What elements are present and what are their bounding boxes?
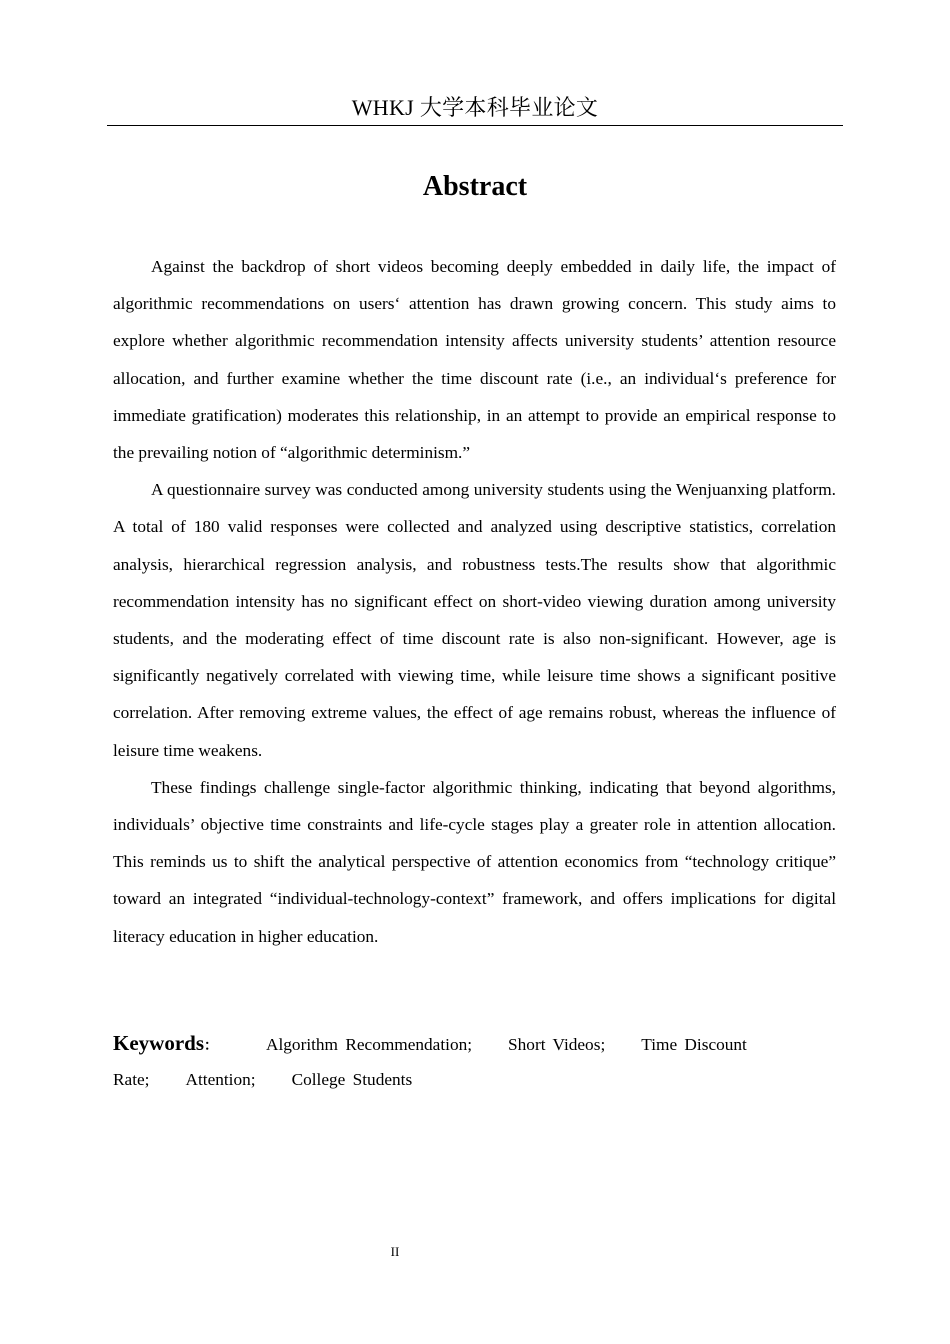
keyword-separator: ; — [144, 1070, 150, 1089]
keyword-separator: ; — [467, 1035, 473, 1054]
keyword-separator: ; — [250, 1070, 256, 1089]
keyword-item: Attention — [185, 1070, 251, 1089]
header-title: WHKJ 大学本科毕业论文 — [351, 95, 599, 120]
page-header — [107, 94, 843, 126]
keywords-section — [113, 1027, 836, 1096]
abstract-paragraph: A questionnaire survey was conducted among university students using the Wenjuanxing platform. A total of 180 valid responses were collected and analyzed using descriptive statistics, correlation analysis, hierarchical regression analysis, and robustness tests.The results show that algorithmic recommendation intensity has no significant effect on short-video viewing duration among university students, and the moderating effect of time discount rate is also non-significant. However, age is significantly negatively correlated with viewing time, while leisure time shows a significant positive correlation. After removing extreme values, the effect of age remains robust, whereas the influence of leisure time weakens. — [113, 480, 836, 760]
keyword-item: Algorithm Recommendation — [266, 1035, 468, 1054]
keyword-item: Time Discount Rate — [113, 1035, 747, 1089]
page-number: II — [390, 1244, 400, 1259]
abstract-title: Abstract — [422, 171, 528, 202]
abstract-paragraph: These findings challenge single-factor algorithmic thinking, indicating that beyond algorithms, individuals’ objective time constraints and life-cycle stages play a greater role in attention allocation. This reminds us to shift the analytical perspective of attention economics from “technology critique” toward an integrated “individual-technology-context” framework, and offers implications for digital literacy education in higher education. — [113, 777, 836, 946]
abstract-body — [113, 248, 836, 955]
abstract-paragraph: Against the backdrop of short videos becoming deeply embedded in daily life, the impact of algorithmic recommendations on users‘ attention has drawn growing concern. This study aims to explore whether algorithmic recommendation intensity affects university students’ attention resource allocation, and further examine whether the time discount rate (i.e., an individual‘s preference for immediate gratification) moderates this relationship, in an attempt to provide an empirical response to the prevailing notion of “algorithmic determinism.” — [113, 257, 836, 463]
keyword-item: Short Videos — [508, 1035, 601, 1054]
keywords-colon: ： — [204, 1039, 218, 1054]
keywords-label: Keywords — [113, 1031, 204, 1055]
keyword-item: College Students — [291, 1070, 413, 1089]
keyword-separator: ; — [600, 1035, 606, 1054]
